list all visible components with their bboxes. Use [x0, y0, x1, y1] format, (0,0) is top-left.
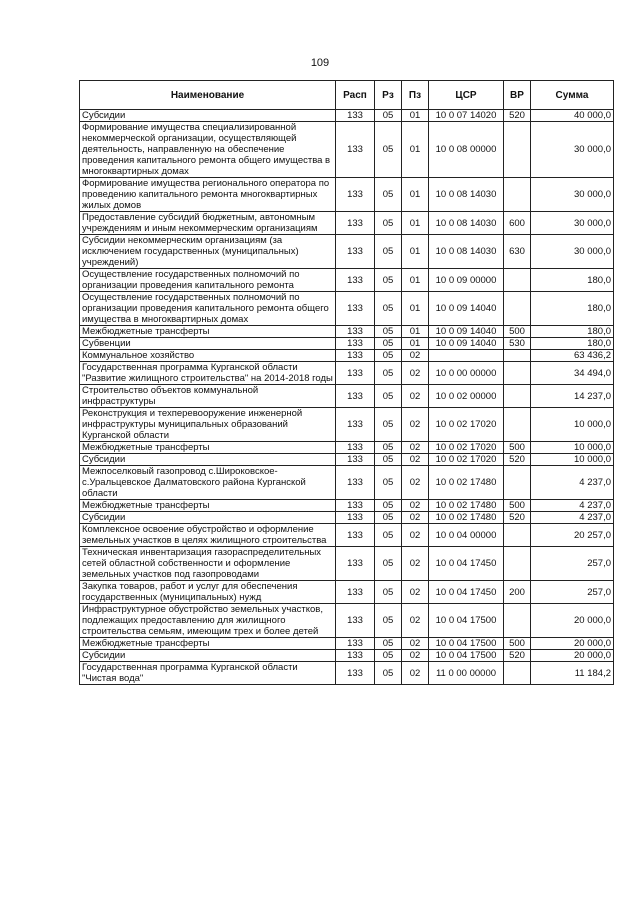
cell-sum: 180,0	[531, 338, 614, 350]
cell-sum: 10 000,0	[531, 442, 614, 454]
table-row	[80, 212, 614, 235]
cell-csr: 10 0 09 14040	[429, 326, 504, 338]
cell-rz: 05	[375, 650, 402, 662]
cell-rasp: 133	[336, 408, 375, 442]
cell-vr: 530	[504, 338, 531, 350]
cell-rasp: 133	[336, 638, 375, 650]
table-row	[80, 350, 614, 362]
cell-name: Формирование имущества регионального оператора по проведению капитального ремонта многоквартирных жилых домов	[80, 178, 336, 212]
cell-vr: 630	[504, 235, 531, 269]
cell-sum: 10 000,0	[531, 454, 614, 466]
cell-name: Осуществление государственных полномочий по организации проведения капитального ремонта	[80, 269, 336, 292]
cell-pz: 02	[402, 442, 429, 454]
cell-rasp: 133	[336, 326, 375, 338]
cell-pz: 02	[402, 604, 429, 638]
cell-vr: 520	[504, 512, 531, 524]
cell-sum: 10 000,0	[531, 408, 614, 442]
cell-pz: 01	[402, 269, 429, 292]
cell-vr	[504, 362, 531, 385]
cell-vr	[504, 524, 531, 547]
table-row	[80, 442, 614, 454]
cell-pz: 01	[402, 122, 429, 178]
cell-vr	[504, 604, 531, 638]
cell-sum: 34 494,0	[531, 362, 614, 385]
cell-name: Межбюджетные трансферты	[80, 638, 336, 650]
cell-vr	[504, 385, 531, 408]
cell-vr: 600	[504, 212, 531, 235]
table-row	[80, 466, 614, 500]
cell-sum: 4 237,0	[531, 512, 614, 524]
cell-vr: 500	[504, 500, 531, 512]
cell-rz: 05	[375, 547, 402, 581]
cell-csr: 11 0 00 00000	[429, 662, 504, 685]
table-row	[80, 385, 614, 408]
cell-rasp: 133	[336, 604, 375, 638]
cell-rz: 05	[375, 212, 402, 235]
cell-rz: 05	[375, 454, 402, 466]
cell-sum: 20 000,0	[531, 604, 614, 638]
table-row	[80, 235, 614, 269]
cell-rz: 05	[375, 385, 402, 408]
cell-name: Инфраструктурное обустройство земельных участков, подлежащих предоставлению для жилищного строительства семьям, имеющим трех и более детей	[80, 604, 336, 638]
cell-vr	[504, 122, 531, 178]
cell-csr: 10 0 09 14040	[429, 292, 504, 326]
cell-name: Субсидии некоммерческим организациям (за исключением государственных (муниципальных) учреждений)	[80, 235, 336, 269]
cell-sum: 180,0	[531, 292, 614, 326]
cell-rasp: 133	[336, 122, 375, 178]
table-row	[80, 110, 614, 122]
cell-rz: 05	[375, 269, 402, 292]
cell-sum: 180,0	[531, 269, 614, 292]
table-body	[80, 110, 614, 685]
cell-rasp: 133	[336, 110, 375, 122]
cell-pz: 02	[402, 408, 429, 442]
cell-rz: 05	[375, 122, 402, 178]
cell-pz: 01	[402, 292, 429, 326]
table-row	[80, 454, 614, 466]
cell-rasp: 133	[336, 454, 375, 466]
table-row	[80, 122, 614, 178]
cell-pz: 02	[402, 581, 429, 604]
cell-csr: 10 0 04 17450	[429, 547, 504, 581]
cell-vr	[504, 269, 531, 292]
cell-pz: 02	[402, 512, 429, 524]
table-row	[80, 604, 614, 638]
cell-name: Закупка товаров, работ и услуг для обеспечения государственных (муниципальных) нужд	[80, 581, 336, 604]
cell-name: Межбюджетные трансферты	[80, 500, 336, 512]
header-name: Наименование	[80, 81, 336, 110]
cell-csr: 10 0 02 00000	[429, 385, 504, 408]
cell-pz: 02	[402, 662, 429, 685]
cell-csr: 10 0 08 14030	[429, 178, 504, 212]
cell-csr: 10 0 04 17450	[429, 581, 504, 604]
cell-rasp: 133	[336, 650, 375, 662]
cell-csr: 10 0 08 14030	[429, 212, 504, 235]
header-rasp: Расп	[336, 81, 375, 110]
cell-rasp: 133	[336, 547, 375, 581]
cell-rz: 05	[375, 604, 402, 638]
cell-sum: 180,0	[531, 326, 614, 338]
cell-pz: 01	[402, 110, 429, 122]
cell-csr: 10 0 00 00000	[429, 362, 504, 385]
cell-name: Коммунальное хозяйство	[80, 350, 336, 362]
table-row	[80, 500, 614, 512]
table-row	[80, 547, 614, 581]
cell-name: Государственная программа Курганской области "Развитие жилищного строительства" на 2014-2018 годы	[80, 362, 336, 385]
cell-rasp: 133	[336, 442, 375, 454]
cell-sum: 30 000,0	[531, 178, 614, 212]
cell-rz: 05	[375, 466, 402, 500]
cell-csr: 10 0 04 17500	[429, 650, 504, 662]
cell-sum: 4 237,0	[531, 500, 614, 512]
cell-name: Осуществление государственных полномочий по организации проведения капитального ремонта общего имущества в многоквартирных домах	[80, 292, 336, 326]
cell-name: Субсидии	[80, 110, 336, 122]
cell-name: Субсидии	[80, 650, 336, 662]
cell-pz: 02	[402, 385, 429, 408]
cell-sum: 20 000,0	[531, 638, 614, 650]
table-row	[80, 524, 614, 547]
cell-vr	[504, 466, 531, 500]
cell-csr: 10 0 04 17500	[429, 638, 504, 650]
cell-sum: 11 184,2	[531, 662, 614, 685]
cell-sum: 40 000,0	[531, 110, 614, 122]
cell-rz: 05	[375, 235, 402, 269]
cell-rz: 05	[375, 350, 402, 362]
cell-rasp: 133	[336, 362, 375, 385]
cell-sum: 30 000,0	[531, 122, 614, 178]
table-row	[80, 178, 614, 212]
cell-rz: 05	[375, 662, 402, 685]
header-sum: Сумма	[531, 81, 614, 110]
cell-rz: 05	[375, 338, 402, 350]
cell-pz: 01	[402, 212, 429, 235]
cell-rasp: 133	[336, 512, 375, 524]
cell-name: Строительство объектов коммунальной инфраструктуры	[80, 385, 336, 408]
cell-csr: 10 0 02 17480	[429, 512, 504, 524]
cell-rz: 05	[375, 638, 402, 650]
cell-csr: 10 0 07 14020	[429, 110, 504, 122]
cell-pz: 02	[402, 650, 429, 662]
table-row	[80, 338, 614, 350]
cell-csr	[429, 350, 504, 362]
cell-vr	[504, 292, 531, 326]
cell-pz: 01	[402, 235, 429, 269]
header-rz: Рз	[375, 81, 402, 110]
table-row	[80, 662, 614, 685]
cell-pz: 01	[402, 326, 429, 338]
cell-sum: 20 257,0	[531, 524, 614, 547]
cell-csr: 10 0 02 17020	[429, 454, 504, 466]
table-row	[80, 650, 614, 662]
cell-sum: 4 237,0	[531, 466, 614, 500]
cell-rz: 05	[375, 110, 402, 122]
cell-rz: 05	[375, 408, 402, 442]
cell-sum: 30 000,0	[531, 235, 614, 269]
cell-csr: 10 0 04 17500	[429, 604, 504, 638]
cell-name: Субсидии	[80, 512, 336, 524]
cell-name: Субвенции	[80, 338, 336, 350]
cell-vr	[504, 350, 531, 362]
cell-name: Реконструкция и техперевооружение инженерной инфраструктуры муниципальных образований Курганской области	[80, 408, 336, 442]
cell-name: Формирование имущества специализированной некоммерческой организации, осуществляющей деятельность, направленную на обеспечение проведения капитального ремонта общего имущества в многоквартирных домах	[80, 122, 336, 178]
cell-name: Межбюджетные трансферты	[80, 442, 336, 454]
cell-rz: 05	[375, 524, 402, 547]
cell-pz: 02	[402, 500, 429, 512]
header-vr: ВР	[504, 81, 531, 110]
table-row	[80, 408, 614, 442]
cell-name: Техническая инвентаризация газораспределительных сетей областной собственности и оформление земельных участков под газопроводами	[80, 547, 336, 581]
cell-csr: 10 0 09 00000	[429, 269, 504, 292]
cell-csr: 10 0 08 00000	[429, 122, 504, 178]
cell-rasp: 133	[336, 662, 375, 685]
table-row	[80, 292, 614, 326]
cell-name: Комплексное освоение обустройство и оформление земельных участков в целях жилищного строительства	[80, 524, 336, 547]
cell-csr: 10 0 02 17480	[429, 466, 504, 500]
cell-csr: 10 0 02 17020	[429, 442, 504, 454]
cell-pz: 01	[402, 178, 429, 212]
cell-name: Предоставление субсидий бюджетным, автономным учреждениям и иным некоммерческим организациям	[80, 212, 336, 235]
cell-vr: 520	[504, 110, 531, 122]
cell-rasp: 133	[336, 178, 375, 212]
cell-rasp: 133	[336, 212, 375, 235]
cell-pz: 02	[402, 466, 429, 500]
cell-vr	[504, 178, 531, 212]
table-header-row	[80, 81, 614, 110]
cell-rz: 05	[375, 178, 402, 212]
cell-name: Межпоселковый газопровод с.Широковское-с.Уральцевское Далматовского района Курганской области	[80, 466, 336, 500]
cell-vr: 520	[504, 650, 531, 662]
cell-name: Субсидии	[80, 454, 336, 466]
cell-sum: 14 237,0	[531, 385, 614, 408]
cell-vr: 500	[504, 326, 531, 338]
cell-rasp: 133	[336, 269, 375, 292]
cell-vr: 200	[504, 581, 531, 604]
cell-vr: 500	[504, 442, 531, 454]
table-row	[80, 512, 614, 524]
cell-rz: 05	[375, 326, 402, 338]
cell-vr	[504, 662, 531, 685]
cell-rasp: 133	[336, 350, 375, 362]
cell-rz: 05	[375, 292, 402, 326]
cell-pz: 02	[402, 454, 429, 466]
cell-rasp: 133	[336, 524, 375, 547]
cell-pz: 02	[402, 547, 429, 581]
cell-csr: 10 0 08 14030	[429, 235, 504, 269]
cell-sum: 257,0	[531, 581, 614, 604]
table-row	[80, 638, 614, 650]
cell-rasp: 133	[336, 385, 375, 408]
cell-rz: 05	[375, 581, 402, 604]
cell-csr: 10 0 02 17480	[429, 500, 504, 512]
cell-sum: 20 000,0	[531, 650, 614, 662]
cell-rz: 05	[375, 362, 402, 385]
cell-rasp: 133	[336, 338, 375, 350]
cell-rz: 05	[375, 442, 402, 454]
cell-csr: 10 0 04 00000	[429, 524, 504, 547]
cell-pz: 02	[402, 524, 429, 547]
cell-name: Государственная программа Курганской области "Чистая вода"	[80, 662, 336, 685]
table-row	[80, 269, 614, 292]
cell-vr	[504, 547, 531, 581]
cell-rasp: 133	[336, 500, 375, 512]
header-csr: ЦСР	[429, 81, 504, 110]
header-pz: Пз	[402, 81, 429, 110]
cell-rasp: 133	[336, 581, 375, 604]
cell-rasp: 133	[336, 292, 375, 326]
cell-name: Межбюджетные трансферты	[80, 326, 336, 338]
cell-vr: 500	[504, 638, 531, 650]
table-row	[80, 326, 614, 338]
cell-pz: 02	[402, 638, 429, 650]
table-row	[80, 362, 614, 385]
budget-table	[79, 80, 614, 685]
cell-rasp: 133	[336, 466, 375, 500]
cell-pz: 02	[402, 350, 429, 362]
cell-vr: 520	[504, 454, 531, 466]
cell-csr: 10 0 02 17020	[429, 408, 504, 442]
cell-rz: 05	[375, 500, 402, 512]
cell-sum: 30 000,0	[531, 212, 614, 235]
cell-sum: 257,0	[531, 547, 614, 581]
cell-csr: 10 0 09 14040	[429, 338, 504, 350]
cell-sum: 63 436,2	[531, 350, 614, 362]
cell-rz: 05	[375, 512, 402, 524]
page-number: 109	[310, 57, 330, 69]
table-row	[80, 581, 614, 604]
cell-pz: 02	[402, 362, 429, 385]
cell-pz: 01	[402, 338, 429, 350]
cell-rasp: 133	[336, 235, 375, 269]
cell-vr	[504, 408, 531, 442]
